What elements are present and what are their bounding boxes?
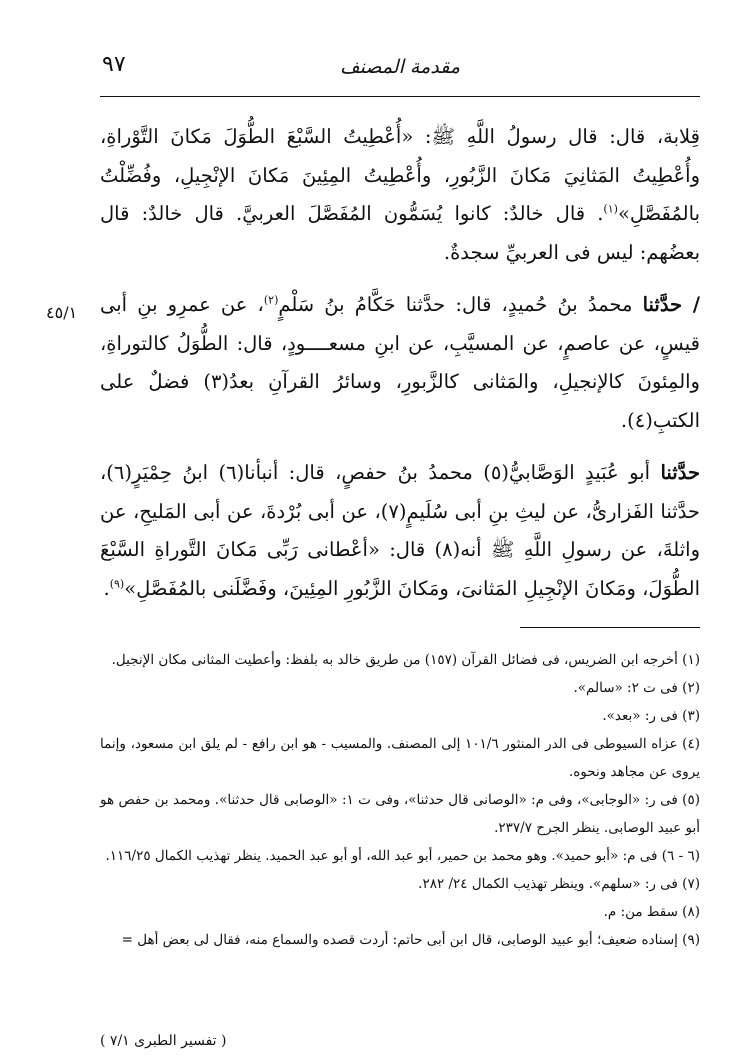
paragraph-lead: / حدَّثنا	[642, 293, 700, 316]
paragraph-text: قِلابة، قال: قال رسولُ اللَّهِ ﷺ: «أُعْطِيتُ السَّبْعَ الطُّوَلَ مَكانَ التَّوْراةِ، وأُعْطِيتُ المَثانِيَ مَكانَ الزَّبُورِ، وأُعْطِيتُ المِئِينَ مَكانَ الإنْجِيلِ، وفُضِّلْتُ بالمُفَصَّلِ»	[100, 125, 700, 225]
footnote-7: (٧) فى ر: «سلهم». وينظر تهذيب الكمال ٢٤/ ٢٨٢.	[418, 876, 700, 892]
main-text	[100, 118, 700, 608]
footnote-8: (٨) سقط من: م.	[603, 904, 700, 920]
footnote-5: (٥) فى ر: «الوجابى»، وفى م: «الوصانى قال حدثنا»، وفى ت ١: «الوصابى قال حدثنا». ومحمد بن حفص هو أبو عبيد الوصابى. ينظر الجرح ٢٣٧/٧.	[100, 792, 700, 836]
page-footer: ( تفسير الطبرى ٧/١ )	[100, 1033, 227, 1049]
paragraph-lead: حدَّثنا	[660, 461, 700, 484]
footnotes	[100, 646, 700, 954]
footnote-4: (٤) عزاه السيوطى فى الدر المنثور ١٠١/٦ إلى المصنف. والمسيب - هو ابن رافع - لم يلق ابن مسعود، وإنما يروى عن مجاهد ونحوه.	[100, 736, 700, 780]
paragraph-2	[100, 286, 700, 440]
footnote-6: (٦ - ٦) فى م: «أبو حميد». وهو محمد بن حمير، أبو عبد الله، أو أبو عبد الحميد. ينظر تهذيب الكمال ١١٦/٢٥.	[105, 848, 700, 864]
footnote-3: (٣) فى ر: «بعد».	[602, 708, 700, 724]
running-header	[100, 52, 700, 92]
footnote-marker[interactable]: (١)	[603, 202, 618, 216]
footnote-1: (١) أخرجه ابن الضريس، فى فضائل القرآن (١٥٧) من طريق خالد به بلفظ: وأعطيت المثانى مكان الإنجيل.	[111, 652, 700, 668]
paragraph-tail: ، عن عمرِو بنِ أبى قيسٍ، عن عاصمٍ، عن المسيَّبِ، عن ابنِ مسعــــودٍ، قال: الطُّوَلُ كالتوراةِ، والمِئونَ كالإنجيلِ، والمَثانى كالزَّبورِ، وسائرُ القرآنِ بعدُ(٣) فضلٌ على الكتبِ(٤).	[100, 293, 700, 432]
paragraph-text: محمدُ بنُ حُميدٍ، قال: حدَّثنا حَكَّامُ بنُ سَلْمٍ	[278, 293, 643, 316]
header-rule	[100, 96, 700, 97]
footnote-9: (٩) إسناده ضعيف؛ أبو عبيد الوصابى، قال ابن أبى حاتم: أردت قصده والسماع منه، فقال لى بعض أهل =	[121, 932, 700, 948]
footnote-marker[interactable]: (٢)	[263, 293, 279, 307]
paragraph-tail: . قال خالدٌ: كانوا يُسَمُّون المُفَصَّلَ العربيَّ. قال خالدٌ: قال بعضُهم: ليس فى العربيِّ سجدةٌ.	[100, 202, 700, 264]
paragraph-tail: .	[103, 576, 110, 600]
header-title: مقدمة المصنف	[339, 56, 461, 78]
paragraph-3	[100, 454, 700, 608]
footnote-marker[interactable]: (٩)	[109, 577, 125, 590]
footnote-2: (٢) فى ت ٢: «سالم».	[573, 680, 700, 696]
page-number: ٩٧	[102, 52, 126, 77]
paragraph-1	[100, 118, 700, 272]
margin-reference: ٤٥/١	[46, 303, 78, 322]
paragraph-text: أبو عُبَيدٍ الوَصَّابيُّ(٥) محمدُ بنُ حفصٍ، قال: أنبأنا(٦) ابنُ حِمْيَرٍ(٦)، حدَّثنا الفَزارىُّ، عن ليثِ بنِ أبى سُلَيمٍ(٧)، عن أبى بُرْدةَ، عن أبى المَليحِ، عن واثلةَ، عن رسولِ اللَّهِ ﷺ أنه(٨) قال: «أعْطانى رَبِّى مَكانَ التَّوراةِ السَّبْعَ الطُّوَلَ، ومَكانَ الإنْجِيلِ المَثانىَ، ومَكانَ الزَّبُورِ المِئِينَ، وفَضَّلَنى بالمُفَصَّلِ»	[100, 461, 700, 600]
footnote-separator	[520, 627, 700, 628]
